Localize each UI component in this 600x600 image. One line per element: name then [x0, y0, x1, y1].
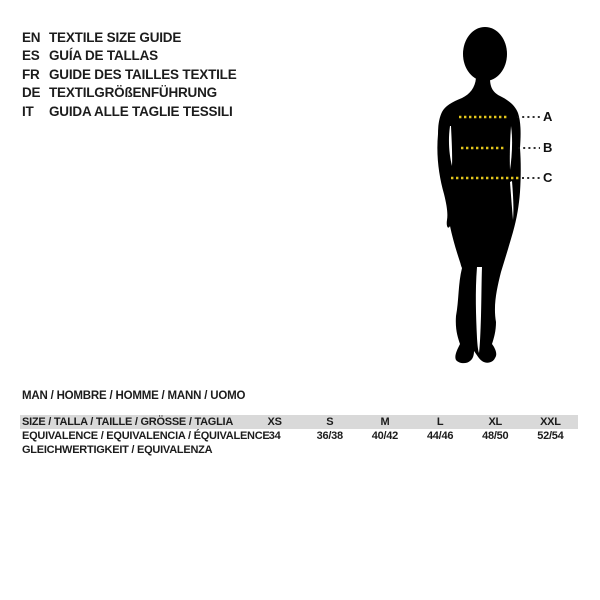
size-header-label: SIZE / TALLA / TAILLE / GRÖSSE / TAGLIA [22, 415, 234, 428]
size-table-header-row [20, 415, 578, 429]
language-code: FR [22, 66, 40, 82]
language-label: TEXTILE SIZE GUIDE [49, 30, 182, 45]
size-cell-xl: XL [488, 415, 503, 428]
language-label: GUIDA ALLE TAGLIE TESSILI [49, 103, 233, 119]
measurement-label-a: A [543, 109, 553, 124]
equivalence-cell-xs: 34 [268, 429, 281, 442]
language-label: GUÍA DE TALLAS [49, 48, 158, 64]
equivalence-cell-m: 40/42 [371, 429, 399, 442]
equivalence-cell-l: 44/46 [426, 429, 454, 442]
language-code: DE [22, 85, 41, 101]
equivalence-cell-xxl: 52/54 [537, 429, 564, 442]
size-cell-xxl: XXL [540, 415, 561, 428]
size-cell-l: L [436, 415, 444, 428]
language-label: GUIDE DES TAILLES TEXTILE [49, 66, 237, 82]
equivalence-label-line2: GLEICHWERTIGKEIT / EQUIVALENZA [22, 443, 213, 456]
size-cell-s: S [326, 415, 334, 428]
language-code: EN [22, 30, 41, 45]
equivalence-row-line2 [20, 443, 578, 457]
language-label: TEXTILGRÖßENFÜHRUNG [49, 85, 217, 101]
size-table [20, 415, 578, 457]
size-cell-m: M [380, 415, 390, 428]
language-code: ES [22, 48, 40, 64]
equivalence-cell-xl: 48/50 [482, 429, 509, 442]
measurement-label-c: C [543, 170, 553, 185]
measurement-label-b: B [543, 140, 553, 155]
mens-sizes-title: MAN / HOMBRE / HOMME / MANN / UOMO [22, 390, 246, 402]
language-code: IT [22, 103, 34, 119]
equivalence-row [20, 429, 578, 443]
equivalence-label-line1: EQUIVALENCE / EQUIVALENCIA / ÉQUIVALENCE [22, 429, 270, 442]
equivalence-cell-s: 36/38 [316, 429, 343, 442]
size-cell-xs: XS [267, 415, 282, 428]
